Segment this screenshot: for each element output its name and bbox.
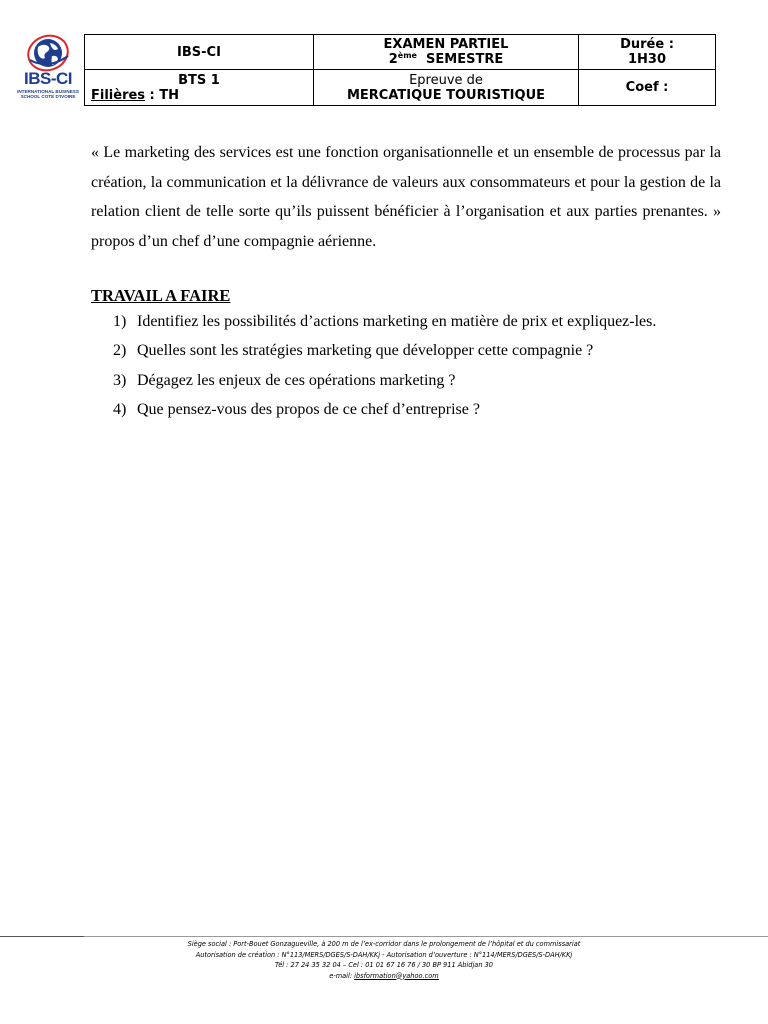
globe-icon <box>26 34 70 72</box>
subject-cell <box>314 70 579 106</box>
filieres <box>85 88 313 103</box>
task-text: Quelles sont les stratégies marketing que développer cette compagnie ? <box>137 342 594 360</box>
level-cell <box>85 70 314 106</box>
school-name: IBS-CI <box>177 44 221 60</box>
task-text: Dégagez les enjeux de ces opérations marketing ? <box>137 371 456 389</box>
quote-paragraph: « Le marketing des services est une fonction organisationnelle et un ensemble de processus par la création, la communication et la délivrance de valeurs aux consommateurs et pour la gestion de la relation client de telle sorte qu’ils puissent bénéficier à l’organisation et aux parties prenantes. » propos d’un chef d’une compagnie aérienne. <box>91 144 721 250</box>
task-text: Que pensez-vous des propos de ce chef d’entreprise ? <box>137 400 480 418</box>
footer-phone: Tél : 27 24 35 32 04 – Cel : 01 01 67 16 76 / 30 BP 911 Abidjan 30 <box>274 961 493 969</box>
list-item <box>91 307 721 336</box>
task-text: Identifiez les possibilités d’actions marketing en matière de prix et expliquez-les. <box>137 313 657 330</box>
duration-label: Durée : <box>620 37 674 52</box>
exam-content <box>91 138 721 424</box>
footer <box>0 939 768 981</box>
duration-value: 1H30 <box>627 52 667 67</box>
school-cell <box>85 35 314 70</box>
school-logo <box>12 34 84 102</box>
logo-subtitle-line1: INTERNATIONAL BUSINESS <box>17 89 79 94</box>
semester-number: 2 <box>388 52 398 67</box>
filieres-label: Filières <box>91 87 146 103</box>
footer-divider-accent <box>0 936 84 937</box>
footer-email-line <box>0 971 768 982</box>
coef-cell <box>579 70 716 106</box>
subject-title: MERCATIQUE TOURISTIQUE <box>346 87 545 103</box>
level: BTS 1 <box>178 72 220 88</box>
footer-email-label: e-mail: <box>329 971 355 980</box>
footer-address: Siège social : Port-Bouet Gonzagueville, à 200 m de l’ex-corridor dans le prolongement de l’hôpital et du commissariat <box>187 940 581 948</box>
footer-authorizations: Autorisation de création : N°113/MERS/DGES/S-DAH/KKj - Autorisation d’ouverture : N°114/MERS/DGES/S-DAH/KKj <box>195 950 573 959</box>
duration-cell <box>579 35 716 70</box>
epreuve-label: Epreuve de <box>409 72 483 88</box>
semester-superscript: ème <box>397 51 417 60</box>
footer-email-link[interactable]: ibsformation@yahoo.com <box>354 971 439 980</box>
logo-subtitle-line2: SCHOOL COTE D'IVOIRE <box>20 94 76 99</box>
header-row-2 <box>85 70 716 106</box>
list-item <box>91 366 721 395</box>
exam-title: EXAMEN PARTIEL <box>383 37 509 52</box>
filieres-value: : TH <box>145 87 180 103</box>
footer-divider <box>0 936 768 937</box>
logo-name: IBS-CI <box>24 69 72 88</box>
list-item <box>91 336 721 365</box>
task-number: 3) <box>113 371 127 389</box>
header-row-1 <box>85 35 716 70</box>
task-number: 4) <box>113 400 127 418</box>
exam-cell <box>314 35 579 70</box>
list-item <box>91 395 721 424</box>
semester <box>314 52 578 67</box>
exam-header-table <box>84 34 716 106</box>
task-list <box>91 307 721 424</box>
coef-label: Coef : <box>625 80 669 95</box>
task-number: 1) <box>113 313 127 330</box>
semester-label: SEMESTRE <box>426 52 504 67</box>
task-number: 2) <box>113 342 127 360</box>
section-title: TRAVAIL A FAIRE <box>91 286 231 305</box>
